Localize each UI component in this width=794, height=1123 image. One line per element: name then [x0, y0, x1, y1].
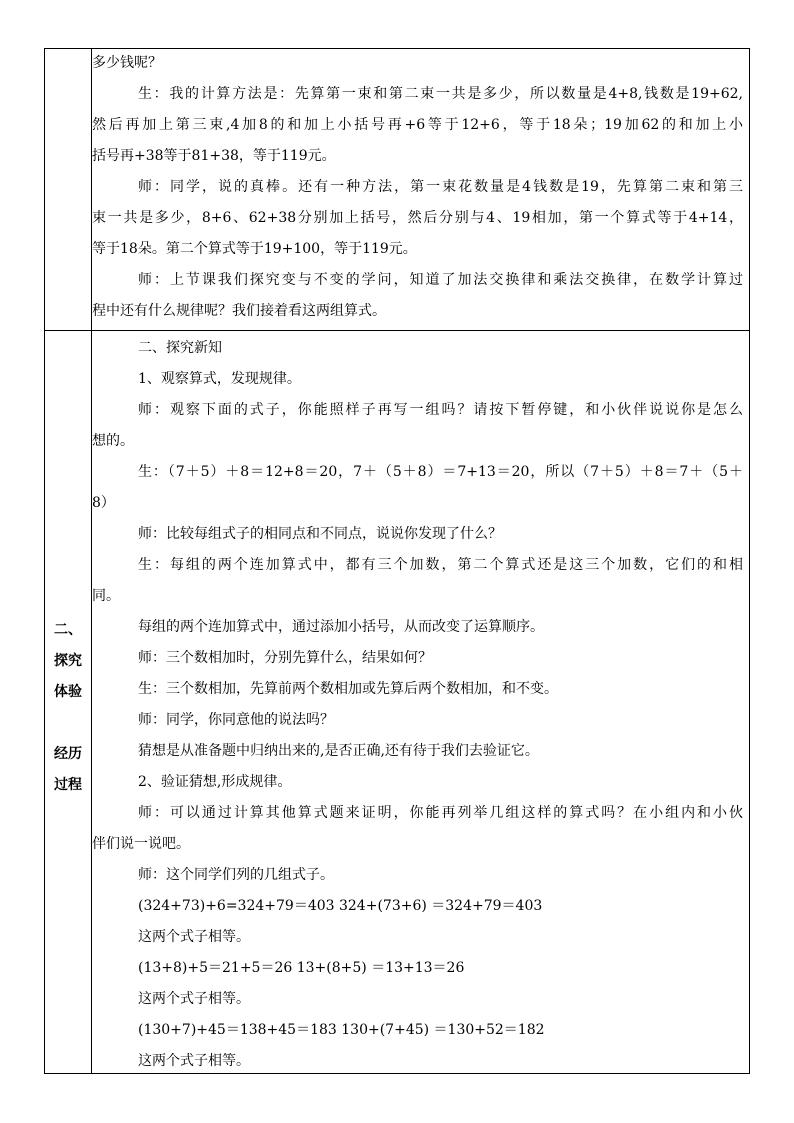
- text-line: 师：这个同学们列的几组式子。: [138, 867, 334, 883]
- text-line: 师：比较每组式子的相同点和不同点，说说你发现了什么？: [138, 526, 502, 542]
- text-line: 这两个式子相等。: [138, 991, 250, 1007]
- text-line: 生：（7＋5）＋8＝12+8＝20，7＋（5＋8）＝7+13＝20，所以（7＋5）＋8＝7＋（5＋: [138, 464, 743, 480]
- section-label-line: 体验: [54, 684, 82, 700]
- text-line: 二、探究新知: [138, 340, 222, 356]
- text-line: (324+73)+6=324+79＝403 324+(73+6) ＝324+79＝403: [138, 898, 543, 914]
- section-label-line: 二、: [54, 622, 82, 638]
- row-1-label-cell: [45, 49, 91, 330]
- text-line: (130+7)+45＝138+45＝183 130+(7+45) ＝130+52＝182: [138, 1022, 545, 1038]
- text-line: 同。: [92, 588, 120, 604]
- section-label-line: 探究: [54, 653, 82, 669]
- text-line: 想的。: [92, 433, 134, 449]
- text-line: 师：可以通过计算其他算式题来证明，你能再列举几组这样的算式吗？在小组内和小伙: [138, 805, 743, 821]
- text-line: 师：同学，你同意他的说法吗？: [138, 712, 334, 728]
- text-line: 伴们说一说吧。: [92, 836, 190, 852]
- text-line: 然后再加上第三束,4加8的和加上小括号再+6等于12+6，等于18朵；19加62的和加上小: [92, 117, 743, 133]
- lesson-content: [92, 49, 743, 1073]
- text-line: 2、验证猜想,形成规律。: [138, 774, 292, 790]
- section-label: [45, 615, 91, 801]
- text-line: 师：上节课我们探究变与不变的学问，知道了加法交换律和乘法交换律，在数学计算过: [138, 272, 743, 288]
- text-line: 程中还有什么规律呢？我们接着看这两组算式。: [92, 303, 386, 319]
- text-line: 师：三个数相加时，分别先算什么，结果如何？: [138, 650, 432, 666]
- text-line: 每组的两个连加算式中，通过添加小括号，从而改变了运算顺序。: [138, 619, 544, 635]
- lesson-table: [44, 48, 750, 1074]
- section-label-line: 过程: [54, 777, 82, 793]
- section-label-line: 经历: [54, 746, 82, 762]
- text-line: 8）: [92, 495, 115, 511]
- text-line: 这两个式子相等。: [138, 929, 250, 945]
- text-line: 师：同学，说的真棒。还有一种方法，第一束花数量是4钱数是19，先算第二束和第三: [138, 179, 743, 195]
- row-2-label-cell: [45, 331, 91, 1075]
- text-line: 等于18朵。第二个算式等于19+100，等于119元。: [92, 241, 417, 257]
- text-line: 猜想是从准备题中归纳出来的,是否正确,还有待于我们去验证它。: [138, 743, 539, 759]
- text-line: 生：我的计算方法是：先算第一束和第二束一共是多少，所以数量是4+8,钱数是19+62,: [138, 86, 743, 102]
- text-line: 束一共是多少，8+6、62+38分别加上括号，然后分别与4、19相加，第一个算式等于4+14，: [92, 210, 743, 226]
- text-line: 生：每组的两个连加算式中，都有三个加数，第二个算式还是这三个加数，它们的和相: [138, 557, 743, 573]
- text-line: 师：观察下面的式子，你能照样子再写一组吗？请按下暂停键，和小伙伴说说你是怎么: [138, 402, 743, 418]
- text-line: 括号再+38等于81+38，等于119元。: [92, 148, 336, 164]
- section-label-line: [45, 708, 91, 739]
- text-line: 多少钱呢？: [92, 55, 162, 71]
- text-line: (13+8)+5＝21+5＝26 13+(8+5) ＝13+13＝26: [138, 960, 465, 976]
- text-line: 1、观察算式，发现规律。: [138, 371, 301, 387]
- text-line: 这两个式子相等。: [138, 1053, 250, 1069]
- text-line: 生：三个数相加，先算前两个数相加或先算后两个数相加，和不变。: [138, 681, 558, 697]
